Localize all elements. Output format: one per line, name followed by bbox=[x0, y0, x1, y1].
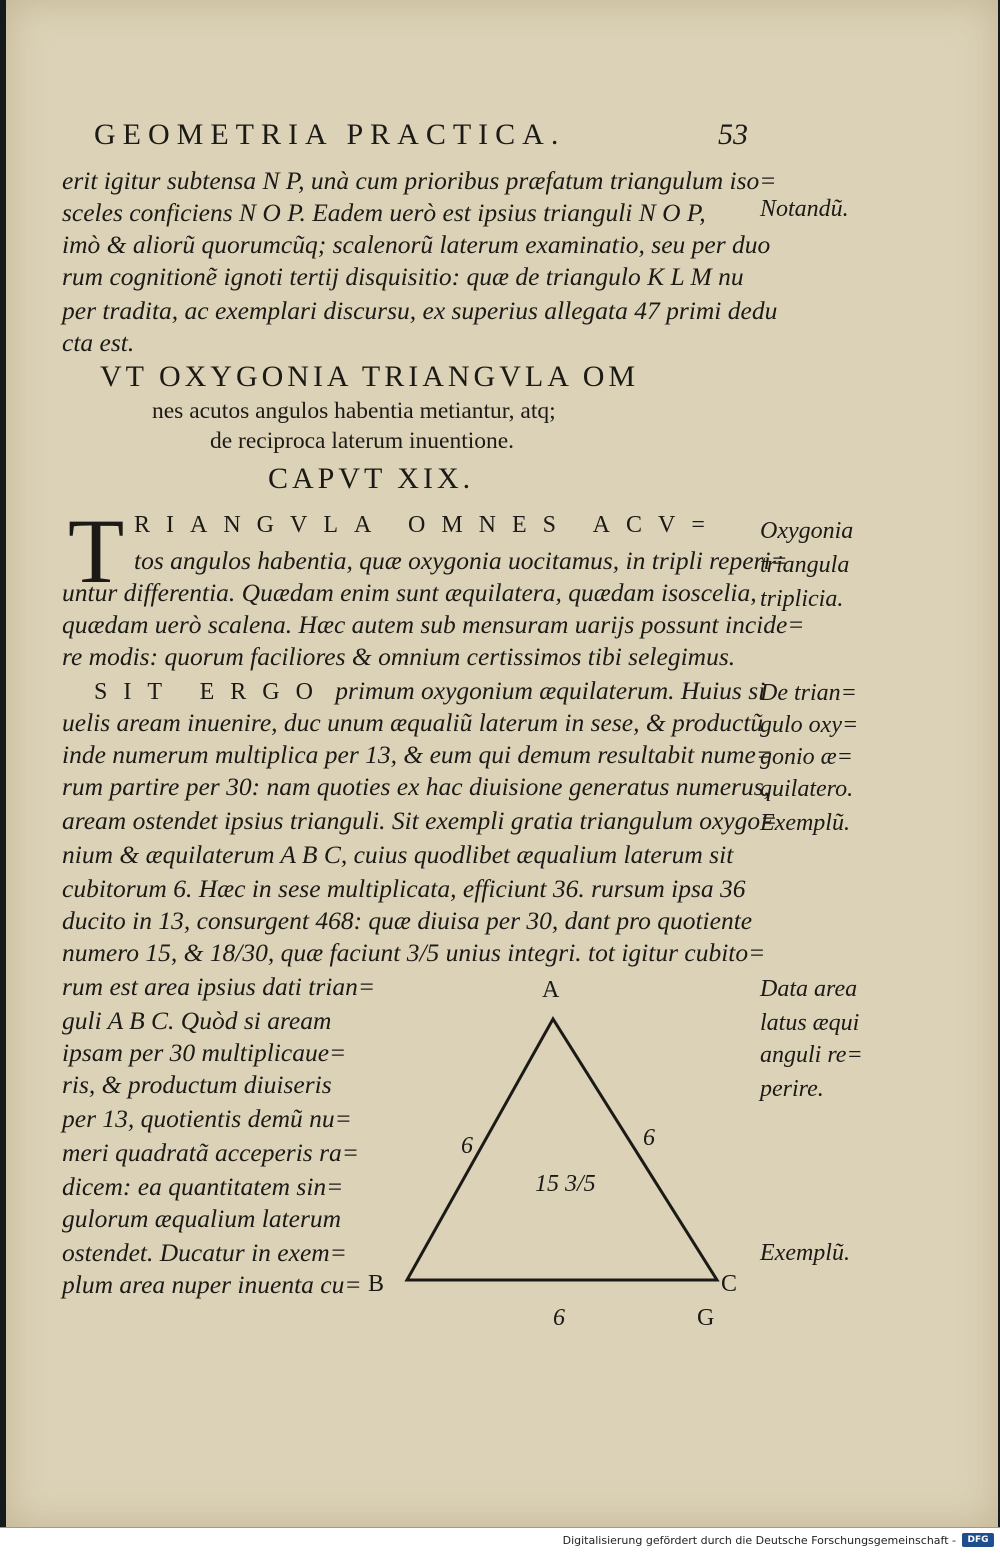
text-line: rum cognitionẽ ignoti tertij disquisitio: quæ de triangulo K L M nu bbox=[62, 262, 744, 291]
text-line: uelis aream inuenire, duc unum æqualiũ laterum in sese, & productũ bbox=[62, 708, 764, 737]
text-line: dicem: ea quantitatem sin= bbox=[62, 1172, 344, 1201]
margin-note: Exemplũ. bbox=[760, 810, 850, 836]
text-line: meri quadratã acceperis ra= bbox=[62, 1138, 359, 1167]
text-line: erit igitur subtensa N P, unà cum prioribus præfatum triangulum iso= bbox=[62, 166, 777, 195]
text-line: plum area nuper inuenta cu= bbox=[62, 1270, 362, 1299]
text-line: ipsam per 30 multiplicaue= bbox=[62, 1038, 347, 1067]
book-page bbox=[6, 0, 998, 1527]
area-label: 15 3/5 bbox=[535, 1171, 596, 1197]
text-line: rum partire per 30: nam quoties ex hac diuisione generatus numerus, bbox=[62, 772, 771, 801]
margin-note: perire. bbox=[760, 1076, 824, 1102]
drop-cap: T bbox=[68, 500, 125, 602]
dfg-logo-icon: DFG bbox=[962, 1533, 994, 1547]
text-line: re modis: quorum faciliores & omnium certissimos tibi selegimus. bbox=[62, 642, 736, 671]
text-line: imò & aliorũ quorumcũq; scalenorũ laterum examinatio, seu per duo bbox=[62, 230, 771, 259]
margin-note: Oxygonia bbox=[760, 518, 854, 544]
text-line: ostendet. Ducatur in exem= bbox=[62, 1238, 347, 1267]
side-label-ab: 6 bbox=[461, 1133, 473, 1159]
margin-note: quilatero. bbox=[760, 776, 854, 802]
text-line: quædam uerò scalena. Hæc autem sub mensuram uarijs possunt incide= bbox=[62, 610, 805, 639]
margin-note: Exemplũ. bbox=[760, 1240, 850, 1266]
text-line bbox=[94, 676, 765, 706]
triangle-figure bbox=[368, 975, 771, 1345]
vertex-label-a: A bbox=[542, 977, 560, 1003]
margin-note: anguli re= bbox=[760, 1042, 863, 1068]
text-line: guli A B C. Quòd si aream bbox=[62, 1006, 332, 1035]
footer-credit: Digitalisierung gefördert durch die Deutsche Forschungsgemeinschaft - bbox=[562, 1534, 956, 1547]
text-line: inde numerum multiplica per 13, & eum qui demum resultabit nume= bbox=[62, 740, 774, 769]
margin-note: gonio æ= bbox=[760, 744, 853, 770]
margin-note: Notandũ. bbox=[760, 196, 849, 222]
text-line: untur differentia. Quædam enim sunt æquilatera, quædam isoscelia, bbox=[62, 578, 757, 607]
text-line: aream ostendet ipsius trianguli. Sit exempli gratia triangulum oxygo= bbox=[62, 806, 778, 835]
text-line: ris, & productum diuiseris bbox=[62, 1070, 332, 1099]
margin-note: Data area bbox=[760, 976, 858, 1002]
chapter-title: VT OXYGONIA TRIANGVLA OM bbox=[100, 360, 640, 393]
side-label-ac: 6 bbox=[643, 1125, 655, 1151]
text-line: nium & æquilaterum A B C, cuius quodlibet æqualium laterum sit bbox=[62, 840, 734, 869]
margin-note: triplicia. bbox=[760, 586, 844, 612]
vertex-label-b: B bbox=[368, 1271, 385, 1297]
chapter-subtitle-line: nes acutos angulos habentia metiantur, atq; bbox=[152, 398, 556, 424]
text-line: per 13, quotientis demũ nu= bbox=[62, 1104, 352, 1133]
page-number: 53 bbox=[718, 118, 748, 151]
footer-bar bbox=[0, 1527, 1000, 1554]
side-label-bc: 6 bbox=[553, 1305, 565, 1331]
text-line: numero 15, & 18/30, quæ faciunt 3/5 unius integri. tot igitur cubito= bbox=[62, 938, 766, 967]
text-line: gulorum æqualium laterum bbox=[62, 1204, 342, 1233]
text-line: cubitorum 6. Hæc in sese multiplicata, efficiunt 36. rursum ipsa 36 bbox=[62, 874, 746, 903]
margin-note: gulo oxy= bbox=[760, 712, 859, 738]
text-line: rum est area ipsius dati trian= bbox=[62, 972, 376, 1001]
point-label-g: G bbox=[697, 1305, 715, 1331]
triangle-abc bbox=[407, 1019, 717, 1280]
text-line: RIANGVLA OMNES ACV= bbox=[134, 512, 721, 538]
running-title: GEOMETRIA PRACTICA. bbox=[94, 118, 566, 151]
text-line: cta est. bbox=[62, 328, 135, 357]
text-span: primum oxygonium æquilaterum. Huius si bbox=[335, 676, 766, 705]
chapter-subtitle-line: de reciproca laterum inuentione. bbox=[210, 428, 515, 454]
margin-note: De trian= bbox=[760, 680, 857, 706]
text-line: ducito in 13, consurgent 468: quæ diuisa per 30, dant pro quotiente bbox=[62, 906, 753, 935]
triangle-diagram bbox=[371, 975, 771, 1345]
text-line: tos angulos habentia, quæ oxygonia uocitamus, in tripli reperi= bbox=[134, 546, 788, 575]
margin-note: triangula bbox=[760, 552, 850, 578]
text-line: sceles conficiens N O P. Eadem uerò est ipsius trianguli N O P, bbox=[62, 198, 706, 227]
text-line: per tradita, ac exemplari discursu, ex superius allegata 47 primi dedu bbox=[62, 296, 778, 325]
section-caps: SIT ERGO bbox=[94, 679, 329, 705]
margin-note: latus æqui bbox=[760, 1010, 860, 1036]
vertex-label-c: C bbox=[721, 1271, 738, 1297]
chapter-number: CAPVT XIX. bbox=[268, 462, 475, 495]
